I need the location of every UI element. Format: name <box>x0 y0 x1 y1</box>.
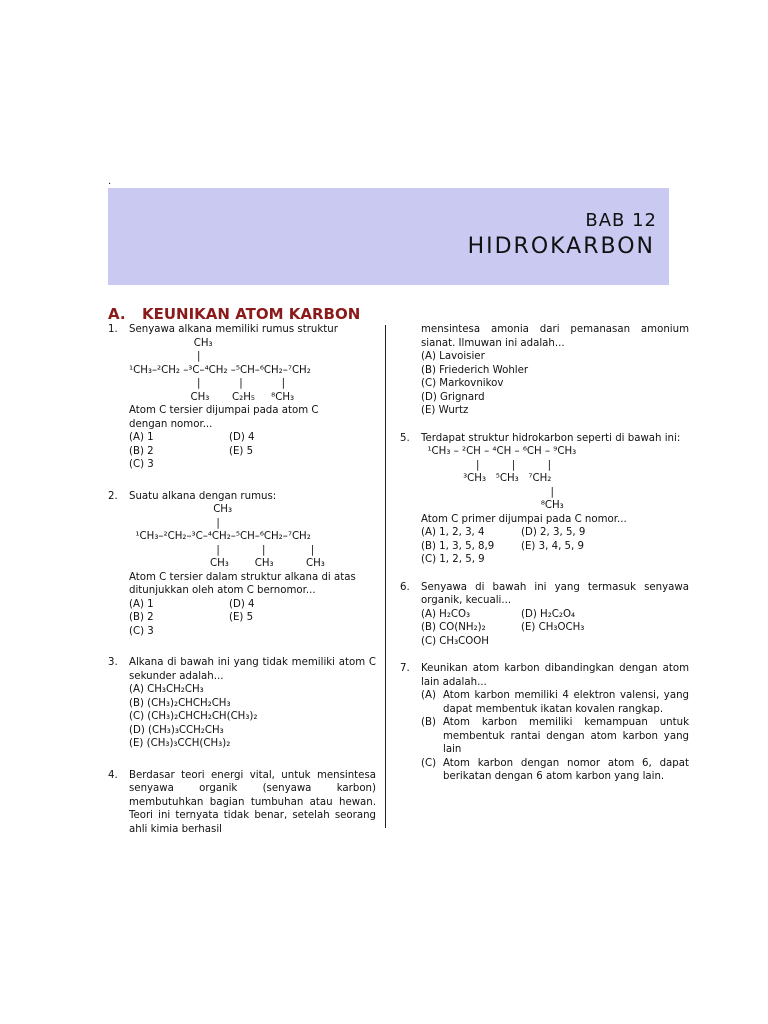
formula-line: | | | <box>129 544 315 556</box>
option-label: (B) <box>421 717 436 728</box>
section-title: KEUNIKAN ATOM KARBON <box>142 305 361 323</box>
option[interactable]: (A) 1 <box>129 598 154 610</box>
question-number: 7. <box>400 663 410 674</box>
option-label: (A) <box>421 690 436 701</box>
option[interactable]: (A) Lavoisier <box>421 351 485 362</box>
structural-formula <box>129 503 376 571</box>
question-number: 2. <box>108 490 118 502</box>
answer-options <box>421 350 692 418</box>
option[interactable] <box>421 716 689 757</box>
question-number: 5. <box>400 432 410 444</box>
option[interactable]: (E) 3, 4, 5, 9 <box>521 540 584 552</box>
formula-line: CH₃ <box>129 337 213 349</box>
question-6 <box>400 581 692 649</box>
structural-formula <box>421 445 692 513</box>
question-stem: Senyawa di bawah ini yang termasuk senyawa organik, kecuali... <box>421 581 689 606</box>
column-divider <box>385 325 386 828</box>
formula-line: ⁸CH₃ <box>421 500 564 511</box>
option-text: Atom karbon dengan nomor atom 6, dapat berikatan dengan 6 atom karbon yang lain. <box>443 757 689 782</box>
question-4-continued <box>400 323 692 418</box>
question-3 <box>108 656 376 751</box>
option[interactable]: (A) CH₃CH₂CH₃ <box>129 684 204 695</box>
question-4 <box>108 769 376 837</box>
chapter-banner <box>108 188 669 285</box>
option[interactable]: (B) Friederich Wohler <box>421 364 529 376</box>
formula-line: | | | <box>421 459 552 471</box>
option[interactable] <box>521 553 641 567</box>
option[interactable]: (D) 2, 3, 5, 9 <box>521 527 586 538</box>
answer-options <box>129 431 376 472</box>
formula-line: ¹CH₃–²CH₂–³C–⁴CH₂–⁵CH–⁶CH₂–⁷CH₂ <box>129 531 311 542</box>
option[interactable]: (D) 4 <box>229 598 255 610</box>
option[interactable]: (E) 5 <box>229 612 254 623</box>
option[interactable]: (E) (CH₃)₃CCH(CH₃)₂ <box>129 738 231 749</box>
question-stem: Suatu alkana dengan rumus: <box>129 490 277 502</box>
question-text: Atom C tersier dijumpai pada atom C dengan nomor... <box>129 405 319 430</box>
formula-line: | <box>129 517 220 529</box>
answer-options <box>421 526 692 567</box>
question-number: 6. <box>400 581 410 593</box>
question-stem-continued: mensintesa amonia dari pemanasan amonium sianat. Ilmuwan ini adalah... <box>421 324 689 349</box>
question-stem: Keunikan atom karbon dibandingkan dengan atom lain adalah... <box>421 663 689 688</box>
option-text: Atom karbon memiliki 4 elektron valensi, yang dapat membentuk ikatan kovalen rangkap. <box>443 690 689 715</box>
option[interactable]: (C) 3 <box>129 459 154 470</box>
option[interactable] <box>229 458 349 472</box>
question-text: Atom C tersier dalam struktur alkana di atas ditunjukkan oleh atom C bernomor... <box>129 571 356 596</box>
option[interactable]: (E) Wurtz <box>421 405 469 416</box>
option[interactable]: (E) 5 <box>229 445 254 457</box>
page-marker: . <box>108 176 112 187</box>
formula-line: ¹CH₃–²CH₂ –³C–⁴CH₂ –⁵CH–⁶CH₂–⁷CH₂ <box>129 364 311 376</box>
formula-line: | <box>421 486 554 498</box>
formula-line: CH₃ <box>129 504 233 515</box>
option[interactable]: (D) (CH₃)₃CCH₂CH₃ <box>129 724 224 736</box>
option[interactable]: (B) 1, 3, 5, 8,9 <box>421 540 495 552</box>
answer-options <box>421 608 692 649</box>
option[interactable]: (B) (CH₃)₂CHCH₂CH₃ <box>129 697 231 709</box>
answer-options <box>129 598 376 639</box>
left-column <box>108 323 376 849</box>
question-stem: Berdasar teori energi vital, untuk mensintesa senyawa organik (senyawa karbon) membutuhkan bagian tumbuhan atau hewan. Teori ini ternyata tidak benar, setelah seorang ahli kimia berhasil <box>129 769 376 835</box>
question-1 <box>108 323 376 472</box>
section-letter: A. <box>108 305 126 323</box>
structural-formula <box>129 337 376 405</box>
question-stem: Senyawa alkana memiliki rumus struktur <box>129 324 338 335</box>
answer-options <box>129 683 376 751</box>
option[interactable]: (E) CH₃OCH₃ <box>521 622 585 633</box>
question-7 <box>400 662 692 784</box>
option-text: Atom karbon memiliki kemampuan untuk membentuk rantai dengan atom karbon yang lain <box>443 717 689 755</box>
option[interactable]: (B) CO(NH₂)₂ <box>421 622 486 633</box>
option[interactable]: (A) 1, 2, 3, 4 <box>421 527 485 538</box>
right-column <box>400 323 692 797</box>
formula-line: CH₃ CH₃ CH₃ <box>129 558 325 569</box>
question-number: 3. <box>108 657 118 668</box>
option[interactable]: (D) H₂C₂O₄ <box>521 608 576 620</box>
chapter-number: BAB 12 <box>585 210 657 231</box>
chapter-title: HIDROKARBON <box>467 234 655 259</box>
option[interactable]: (C) 1, 2, 5, 9 <box>421 554 485 565</box>
formula-line: ¹CH₃ – ²CH – ⁴CH – ⁶CH – ⁹CH₃ <box>421 446 577 457</box>
option[interactable]: (B) 2 <box>129 445 154 457</box>
option[interactable]: (C) 3 <box>129 625 154 637</box>
option[interactable]: (D) Grignard <box>421 391 485 403</box>
section-heading <box>108 305 360 323</box>
question-stem: Alkana di bawah ini yang tidak memiliki atom C sekunder adalah... <box>129 657 376 682</box>
option[interactable] <box>421 689 689 716</box>
option[interactable]: (D) 4 <box>229 432 255 443</box>
option[interactable]: (C) CH₃COOH <box>421 635 489 647</box>
option[interactable] <box>521 635 641 649</box>
question-5 <box>400 432 692 567</box>
option-label: (C) <box>421 757 437 769</box>
formula-line: | <box>129 351 201 362</box>
option[interactable] <box>421 757 689 784</box>
question-number: 4. <box>108 769 118 781</box>
option[interactable]: (A) 1 <box>129 432 154 443</box>
formula-line: | | | <box>129 378 286 389</box>
option[interactable] <box>229 625 349 639</box>
option[interactable]: (B) 2 <box>129 612 154 623</box>
question-number: 1. <box>108 324 118 335</box>
question-stem: Terdapat struktur hidrokarbon seperti di bawah ini: <box>421 432 681 444</box>
formula-line: ³CH₃ ⁵CH₃ ⁷CH₂ <box>421 473 552 484</box>
formula-line: CH₃ C₂H₅ ⁸CH₃ <box>129 391 295 403</box>
question-text: Atom C primer dijumpai pada C nomor... <box>421 513 627 525</box>
question-2 <box>108 490 376 639</box>
option[interactable]: (C) Markovnikov <box>421 378 504 389</box>
option[interactable]: (C) (CH₃)₂CHCH₂CH(CH₃)₂ <box>129 711 258 722</box>
option[interactable]: (A) H₂CO₃ <box>421 608 471 620</box>
